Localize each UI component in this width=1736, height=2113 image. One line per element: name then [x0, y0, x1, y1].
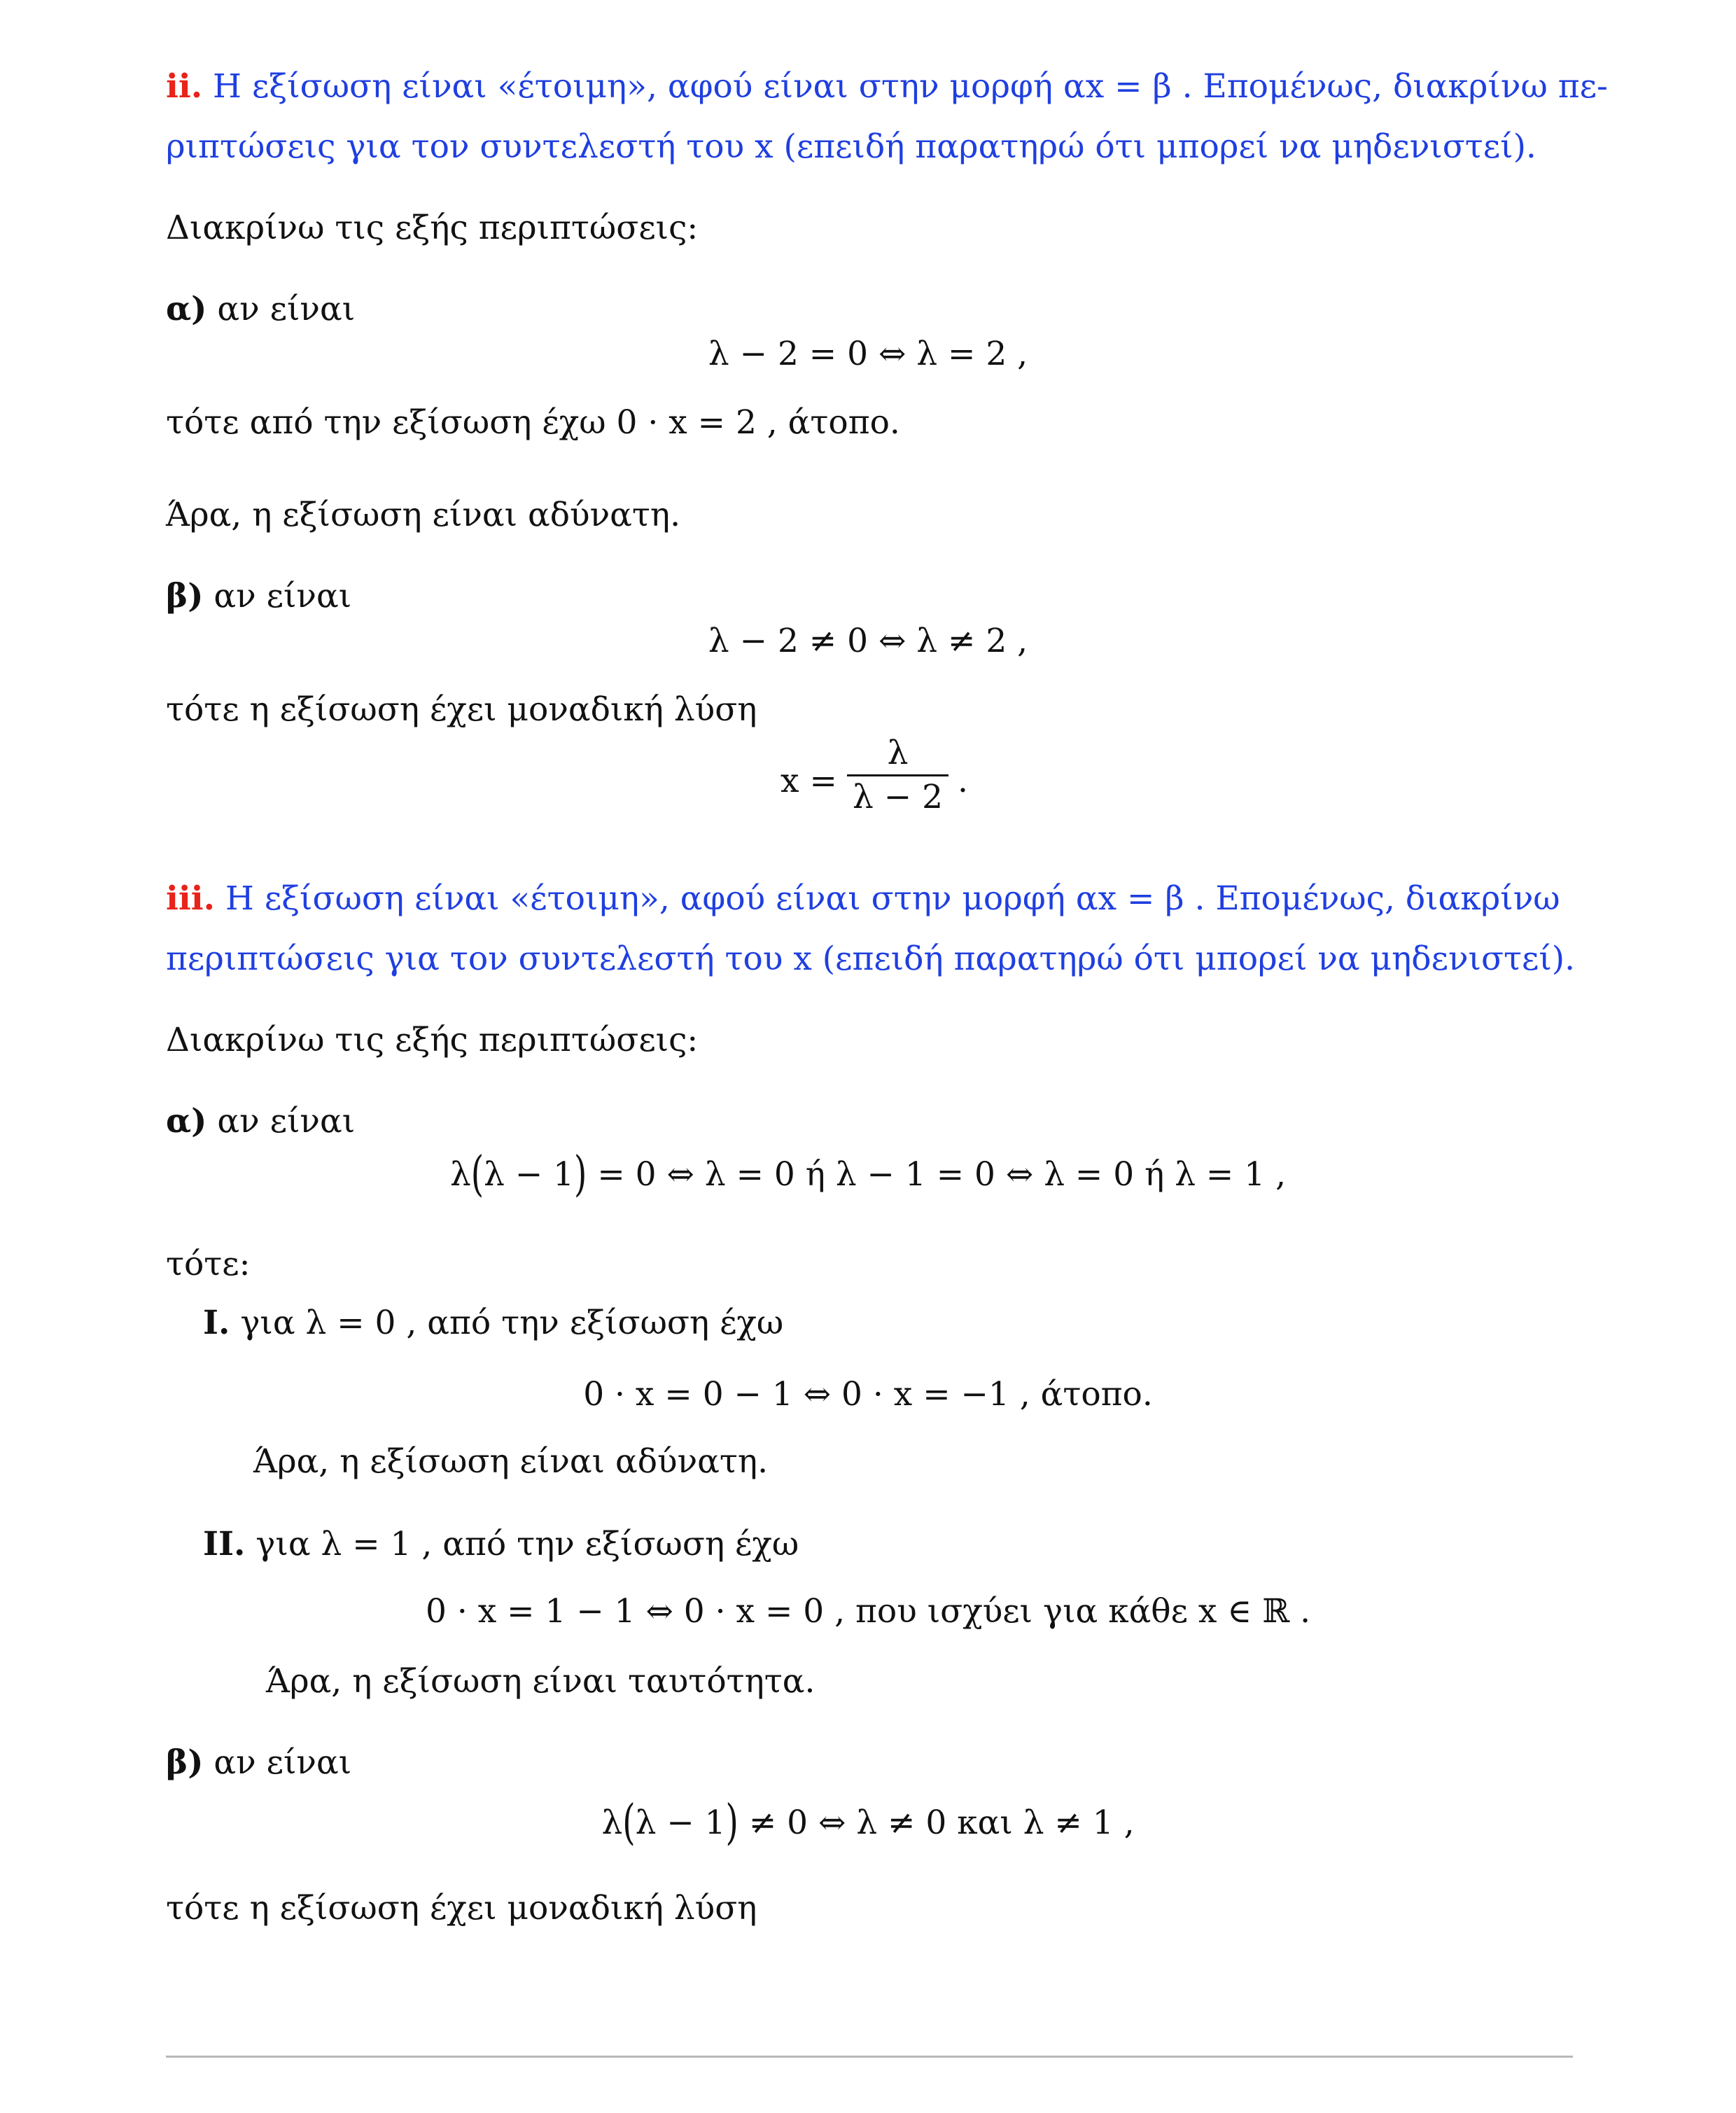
case-label: α) — [166, 1102, 207, 1141]
sub-case-I-conclusion: Άρα, η εξίσωση είναι αδύνατη. — [253, 1442, 769, 1481]
section-ii-intro-line2: ριπτώσεις για τον συντελεστή του x (επειδή παρατηρώ ότι μπορεί να μηδενιστεί). — [166, 127, 1536, 166]
sub-case-label: II. — [203, 1525, 246, 1563]
section-iii-case-b-equation — [601, 1794, 1135, 1851]
section-iii-case-b-then: τότε η εξίσωση έχει μοναδική λύση — [166, 1889, 757, 1927]
section-iii-case-a-then: τότε: — [166, 1245, 251, 1283]
sub-case-II-conclusion: Άρα, η εξίσωση είναι ταυτότητα. — [266, 1662, 816, 1701]
sub-case-text: για λ = 1 , από την εξίσωση έχω — [255, 1525, 799, 1563]
case-label: β) — [166, 1743, 204, 1782]
case-text: αν είναι — [214, 577, 352, 615]
right-paren: ) — [574, 1146, 587, 1203]
eq-inner: λ − 1 — [635, 1804, 726, 1842]
section-iii-intro-text: Η εξίσωση είναι «έτοιμη», αφού είναι στην μορφή αx = β . Επομένως, διακρίνω — [225, 879, 1560, 918]
section-iii-intro-line1 — [166, 878, 1560, 920]
section-iii-marker: iii. — [166, 879, 215, 918]
section-iii-case-b — [166, 1742, 351, 1784]
case-text: αν είναι — [217, 290, 356, 328]
fraction-numerator: λ — [887, 734, 909, 772]
sub-case-II-equation: 0 · x = 1 − 1 ⇔ 0 · x = 0 , που ισχύει για κάθε x ∈ ℝ . — [425, 1592, 1311, 1631]
sub-case-label: I. — [203, 1304, 230, 1342]
case-label: β) — [166, 577, 204, 615]
eq-rest: ≠ 0 ⇔ λ ≠ 0 και λ ≠ 1 , — [748, 1804, 1135, 1842]
solution-period: . — [958, 762, 968, 800]
fraction-denominator: λ − 2 — [853, 778, 943, 816]
eq-factor: λ — [601, 1804, 623, 1842]
section-iii-case-a-equation — [449, 1146, 1287, 1203]
sub-case-I — [203, 1302, 783, 1344]
section-ii-intro-line1 — [166, 66, 1608, 108]
section-ii-case-a-conclusion: Άρα, η εξίσωση είναι αδύνατη. — [166, 496, 681, 534]
case-text: αν είναι — [214, 1743, 352, 1782]
section-ii-case-a-equation: λ − 2 = 0 ⇔ λ = 2 , — [708, 335, 1028, 373]
right-paren: ) — [725, 1794, 738, 1851]
left-paren: ( — [622, 1794, 636, 1851]
case-text: αν είναι — [217, 1102, 356, 1141]
section-ii-cases-heading: Διακρίνω τις εξής περιπτώσεις: — [166, 209, 699, 247]
sub-case-I-equation: 0 · x = 0 − 1 ⇔ 0 · x = −1 , άτοπο. — [583, 1375, 1153, 1414]
sub-case-II — [203, 1523, 799, 1565]
section-iii-case-a — [166, 1101, 355, 1143]
eq-inner: λ − 1 — [484, 1155, 575, 1194]
left-paren: ( — [470, 1146, 484, 1203]
section-ii-case-a-then: τότε από την εξίσωση έχω 0 · x = 2 , άτοπο. — [166, 403, 900, 442]
footer-divider — [166, 2056, 1573, 2058]
section-iii-cases-heading: Διακρίνω τις εξής περιπτώσεις: — [166, 1021, 699, 1059]
eq-factor: λ — [449, 1155, 471, 1194]
section-ii-case-a — [166, 288, 355, 330]
eq-rest: = 0 ⇔ λ = 0 ή λ − 1 = 0 ⇔ λ = 0 ή λ = 1 , — [597, 1155, 1287, 1194]
case-label: α) — [166, 290, 207, 328]
section-ii-marker: ii. — [166, 67, 203, 106]
sub-case-text: για λ = 0 , από την εξίσωση έχω — [240, 1304, 784, 1342]
section-iii-intro-line2: περιπτώσεις για τον συντελεστή του x (επειδή παρατηρώ ότι μπορεί να μηδενιστεί). — [166, 940, 1576, 978]
fraction-bar — [847, 774, 948, 776]
solution-lhs: x = — [780, 762, 837, 800]
section-ii-intro-text: Η εξίσωση είναι «έτοιμη», αφού είναι στην μορφή αx = β . Επομένως, διακρίνω πε- — [213, 67, 1608, 106]
section-ii-case-b-then: τότε η εξίσωση έχει μοναδική λύση — [166, 690, 757, 729]
section-ii-case-b — [166, 576, 351, 618]
section-ii-case-b-equation: λ − 2 ≠ 0 ⇔ λ ≠ 2 , — [708, 622, 1028, 660]
solution-fraction — [847, 734, 948, 817]
